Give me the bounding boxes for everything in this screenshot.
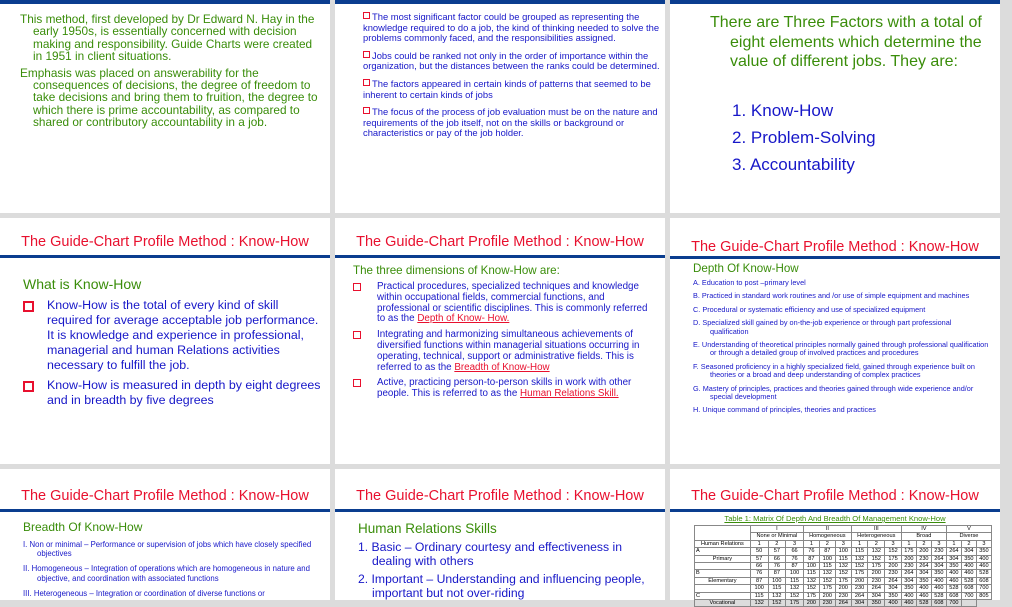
table-row	[695, 563, 992, 570]
square-bullet-icon	[363, 12, 370, 19]
table-cell: 115	[819, 563, 835, 570]
square-bullet-icon	[23, 301, 34, 312]
table-cell: 87	[803, 555, 819, 562]
table-cell: 132	[750, 600, 768, 607]
square-bullet-icon	[353, 379, 361, 387]
table-cell: 700	[961, 592, 976, 599]
title-underline	[335, 255, 665, 258]
slide-7[interactable]	[0, 469, 330, 600]
slide-5-item-breadth	[353, 330, 653, 373]
know-how-matrix-table	[694, 525, 992, 607]
table-cell: 76	[750, 570, 768, 577]
subheader-cell: 3	[786, 540, 804, 547]
table-cell: 700	[946, 600, 961, 607]
subheader-cell: 3	[885, 540, 902, 547]
table-cell: 115	[786, 577, 804, 584]
slide-4-heading: What is Know-How	[23, 276, 142, 292]
factor-problem-solving: 2. Problem-Solving	[732, 128, 876, 147]
slide-4-bullet-2	[23, 378, 323, 408]
table-cell: 76	[768, 563, 786, 570]
table-cell: 460	[946, 577, 961, 584]
table-cell: 400	[976, 555, 991, 562]
table-cell: 132	[819, 570, 835, 577]
slide-6[interactable]	[670, 218, 1000, 464]
slide-8[interactable]	[335, 469, 665, 600]
slide-1-paragraph-1: This method, first developed by Dr Edward N. Hay in the early 1950s, is essentially concerned with decision making and responsibility. Guide Charts were created in 1951 in client situations.	[20, 12, 315, 64]
table-cell: 528	[976, 570, 991, 577]
table-cell: 132	[768, 592, 786, 599]
table-cell	[961, 600, 976, 607]
table-row	[695, 548, 992, 555]
table-cell: 608	[931, 600, 946, 607]
table-caption: Table 1: Matrix Of Depth And Breadth Of Management Know-How	[724, 514, 946, 523]
table-cell: 57	[768, 548, 786, 555]
factor-accountability: 3. Accountability	[732, 155, 855, 174]
slide-title: The Guide-Chart Profile Method : Know-How	[691, 488, 979, 504]
table-cell: 230	[931, 548, 946, 555]
table-cell: 304	[868, 592, 885, 599]
table-cell: 350	[885, 592, 902, 599]
slide-7-heading: Breadth Of Know-How	[23, 520, 143, 534]
table-cell: 700	[976, 585, 991, 592]
slide-top-bar	[670, 0, 1000, 4]
table-cell: 152	[885, 548, 902, 555]
subheader-cell: 2	[961, 540, 976, 547]
subheader-cell: 3	[931, 540, 946, 547]
table-cell: 57	[750, 555, 768, 562]
table-cell: 264	[835, 600, 851, 607]
slide-2-item-4	[363, 107, 661, 139]
table-cell: 400	[916, 585, 931, 592]
slide-title: The Guide-Chart Profile Method : Know-How	[21, 488, 309, 504]
table-cell: 200	[885, 563, 902, 570]
table-cell: 350	[931, 570, 946, 577]
slide-9[interactable]	[670, 469, 1000, 607]
slide-5-item-human-relations	[353, 378, 653, 400]
table-cell: 152	[803, 585, 819, 592]
table-cell: 152	[786, 592, 804, 599]
table-cell: 608	[946, 592, 961, 599]
slide-4[interactable]	[0, 218, 330, 464]
subheader-cell: 1	[750, 540, 768, 547]
table-cell: 100	[835, 548, 851, 555]
subheader-cell: 1	[946, 540, 961, 547]
slide-2-item-2	[363, 51, 661, 72]
table-cell: 200	[851, 577, 868, 584]
table-cell: 115	[803, 570, 819, 577]
table-cell: 132	[851, 555, 868, 562]
table-subheader-row	[695, 540, 992, 547]
table-cell: 460	[961, 570, 976, 577]
table-cell: 264	[885, 577, 902, 584]
table-cell: 50	[750, 548, 768, 555]
table-cell: 175	[868, 563, 885, 570]
table-cell: 100	[803, 563, 819, 570]
table-cell: 230	[851, 585, 868, 592]
title-underline	[0, 509, 330, 512]
row-label: Elementary	[695, 577, 751, 584]
table-cell: 200	[868, 570, 885, 577]
bullet-text: Know-How is measured in depth by eight degrees and in breadth by five degrees	[47, 378, 321, 407]
depth-of-know-how-link[interactable]: Depth of Know- How.	[417, 313, 510, 325]
slide-title: The Guide-Chart Profile Method : Know-How	[356, 234, 644, 250]
table-cell: 400	[931, 577, 946, 584]
table-cell: 200	[901, 555, 916, 562]
header-cell: Diverse	[946, 533, 991, 540]
table-cell: 528	[946, 585, 961, 592]
title-underline	[0, 255, 330, 258]
subheader-cell: 1	[851, 540, 868, 547]
table-cell: 264	[916, 563, 931, 570]
table-cell: 528	[931, 592, 946, 599]
item-text: Integrating and harmonizing simultaneous achievements of diversified functions within managerial situations occurring in operating, technical, support or administrative fields. This is referred to as the	[377, 329, 640, 373]
table-cell: 805	[976, 592, 991, 599]
slide-3[interactable]	[670, 0, 1000, 213]
slide-top-bar	[0, 0, 330, 4]
table-cell: 100	[750, 585, 768, 592]
table-cell: 400	[885, 600, 902, 607]
table-cell: 100	[768, 577, 786, 584]
table-cell: 175	[901, 548, 916, 555]
subheader-cell: 2	[868, 540, 885, 547]
hr-skill-item-2: 2. Important – Understanding and influencing people, important but not over-riding	[358, 572, 645, 600]
table-cell: 264	[931, 555, 946, 562]
subheader-cell: 2	[768, 540, 786, 547]
square-bullet-icon	[23, 381, 34, 392]
hr-skill-item-1: 1. Basic – Ordinary courtesy and effectiveness in dealing with others	[358, 540, 622, 568]
title-underline	[670, 256, 1000, 259]
table-cell: 230	[901, 563, 916, 570]
row-label: Primary	[695, 555, 751, 562]
header-cell: Broad	[901, 533, 946, 540]
header-cell: None or Minimal	[750, 533, 803, 540]
depth-item-f: F. Seasoned proficiency in a highly specialized field, gained through experience built on theories or a broad and deep understanding of complex practices	[693, 361, 975, 380]
table-cell: 100	[786, 570, 804, 577]
row-label	[695, 585, 751, 592]
human-relations-skill-link[interactable]: Human Relations Skill.	[520, 388, 619, 400]
header-cell: III	[851, 526, 901, 533]
table-row	[695, 570, 992, 577]
depth-item-e: E. Understanding of theoretical principles normally gained through professional qualification or through a detailed group of involved practices and procedures	[693, 340, 989, 358]
breadth-of-know-how-link[interactable]: Breadth of Know-How	[454, 361, 550, 373]
bullet-text: Know-How is the total of every kind of skill required for average acceptable job performance. It is knowledge and experience in professional, managerial and human Relations activities necessary to fulfill the job.	[47, 298, 319, 372]
slide-5[interactable]	[335, 218, 665, 464]
square-bullet-icon	[363, 51, 370, 58]
row-label: B	[695, 570, 751, 577]
human-relations-label: Human Relations	[695, 540, 751, 547]
table-cell: 400	[901, 592, 916, 599]
table-cell: 132	[786, 585, 804, 592]
table-row	[695, 592, 992, 599]
item-text: Practical procedures, specialized techniques and knowledge within occupational fields, commercial functions, and professional or scientific disciplines. This is commonly referred to as the	[377, 281, 648, 325]
table-cell: 400	[961, 563, 976, 570]
row-label: C	[695, 592, 751, 599]
table-row	[695, 600, 992, 607]
table-cell: 152	[768, 600, 786, 607]
header-cell: IV	[901, 526, 946, 533]
table-cell: 264	[901, 570, 916, 577]
depth-item-c: C. Procedural or systematic efficiency and use of specialized equipment	[693, 304, 926, 314]
slide-3-intro: There are Three Factors with a total of eight elements which determine the value of different jobs. They are:	[710, 14, 982, 70]
slide-2-item-text: Jobs could be ranked not only in the order of importance within the organization, but the distances between the ranks could be determined.	[363, 49, 660, 72]
table-cell: 608	[961, 585, 976, 592]
table-cell: 152	[868, 555, 885, 562]
breadth-item-1: I. Non or minimal – Performance or supervision of jobs which have closely specified objectives	[23, 540, 312, 559]
header-cell: Heterogeneous	[851, 533, 901, 540]
table-header-row	[695, 526, 992, 533]
row-label: A	[695, 548, 751, 555]
table-cell: 87	[750, 577, 768, 584]
table-cell: 76	[786, 555, 804, 562]
table-cell: 200	[835, 585, 851, 592]
square-bullet-icon	[363, 79, 370, 86]
table-cell: 304	[851, 600, 868, 607]
slide-6-heading: Depth Of Know-How	[693, 262, 799, 275]
header-cell: V	[946, 526, 991, 533]
table-cell: 528	[916, 600, 931, 607]
slide-2-item-text: The factors appeared in certain kinds of patterns that seemed to be inherent to certain kinds of jobs	[363, 77, 651, 100]
table-cell: 100	[819, 555, 835, 562]
title-underline	[670, 509, 1000, 512]
table-row	[695, 555, 992, 562]
depth-item-h: H. Unique command of principles, theories and practices	[693, 405, 876, 415]
depth-item-g: G. Mastery of principles, practices and theories gained through wide experience and/or special development	[693, 383, 974, 402]
header-cell: Homogeneous	[803, 533, 851, 540]
depth-item-a: A. Education to post –primary level	[693, 278, 806, 287]
table-cell: 528	[961, 577, 976, 584]
slide-8-heading: Human Relations Skills	[358, 521, 497, 536]
subheader-cell: 2	[916, 540, 931, 547]
depth-item-b: B. Practiced in standard work routines and /or use of simple equipment and machines	[693, 291, 970, 301]
square-bullet-icon	[353, 283, 361, 291]
square-bullet-icon	[363, 107, 370, 114]
slide-2[interactable]	[335, 0, 665, 213]
table-row	[695, 577, 992, 584]
table-cell: 350	[976, 548, 991, 555]
slide-5-heading: The three dimensions of Know-How are:	[353, 264, 560, 277]
table-cell: 175	[803, 592, 819, 599]
table-cell: 264	[868, 585, 885, 592]
subheader-cell: 3	[976, 540, 991, 547]
square-bullet-icon	[353, 331, 361, 339]
table-cell: 132	[835, 563, 851, 570]
slide-5-item-depth	[353, 282, 653, 325]
table-cell: 115	[851, 548, 868, 555]
table-cell: 350	[961, 555, 976, 562]
breadth-item-2: II. Homogeneous – Integration of operations which are homogeneous in nature and objective, and coordination with associated functions	[23, 564, 310, 583]
table-cell: 304	[901, 577, 916, 584]
slide-title: The Guide-Chart Profile Method : Know-How	[691, 239, 979, 255]
table-cell: 460	[901, 600, 916, 607]
table-cell: 115	[768, 585, 786, 592]
row-label: Vocational	[695, 600, 751, 607]
table-cell: 76	[803, 548, 819, 555]
header-cell: II	[803, 526, 851, 533]
table-cell: 400	[946, 570, 961, 577]
slide-1-paragraph-2: Emphasis was placed on answerability for the consequences of decisions, the degree of freedom to take decisions and bring them to fruition, the degree to which there is prime accountability, as compared to shared or contributory accountability in a job.	[20, 65, 318, 130]
table-cell: 132	[803, 577, 819, 584]
slide-title: The Guide-Chart Profile Method : Know-How	[356, 488, 644, 504]
table-cell: 115	[750, 592, 768, 599]
table-cell: 460	[976, 563, 991, 570]
header-cell	[695, 526, 751, 541]
table-cell: 66	[768, 555, 786, 562]
table-cell: 200	[803, 600, 819, 607]
table-cell: 304	[961, 548, 976, 555]
row-label	[695, 563, 751, 570]
title-underline	[335, 509, 665, 512]
table-cell: 304	[946, 555, 961, 562]
table-cell: 264	[851, 592, 868, 599]
table-cell: 304	[885, 585, 902, 592]
slide-2-item-text: The most significant factor could be grouped as representing the knowledge required to do a job, the kind of thinking needed to solve the problems commonly faced, and the responsibilities assigned.	[363, 11, 660, 44]
breadth-item-3: III. Heterogeneous – Integration or coordination of diverse functions or	[23, 588, 265, 598]
table-cell: 608	[976, 577, 991, 584]
factor-know-how: 1. Know-How	[732, 101, 834, 120]
table-cell: 230	[885, 570, 902, 577]
table-cell: 200	[916, 548, 931, 555]
subheader-cell: 3	[835, 540, 851, 547]
slide-2-item-3	[363, 79, 661, 100]
table-cell: 304	[916, 570, 931, 577]
table-cell: 230	[819, 600, 835, 607]
subheader-cell: 2	[819, 540, 835, 547]
slide-4-bullet-1	[23, 298, 323, 373]
table-cell: 175	[786, 600, 804, 607]
table-cell: 152	[819, 577, 835, 584]
table-cell: 66	[786, 548, 804, 555]
table-row	[695, 585, 992, 592]
table-cell: 460	[916, 592, 931, 599]
table-cell: 350	[868, 600, 885, 607]
table-cell: 230	[916, 555, 931, 562]
slide-2-item-text: The focus of the process of job evaluation must be on the nature and requirements of the job itself, not on the skills or background or characteristics or pay of the job holder.	[363, 106, 658, 139]
table-cell: 132	[868, 548, 885, 555]
subheader-cell: 1	[901, 540, 916, 547]
table-cell: 87	[819, 548, 835, 555]
table-cell: 304	[931, 563, 946, 570]
header-cell: I	[750, 526, 803, 533]
table-cell: 350	[946, 563, 961, 570]
table-cell: 87	[786, 563, 804, 570]
table-cell: 350	[901, 585, 916, 592]
table-cell: 200	[819, 592, 835, 599]
slide-2-item-1	[363, 12, 661, 44]
table-cell: 115	[835, 555, 851, 562]
table-cell: 152	[851, 563, 868, 570]
slide-1[interactable]	[0, 0, 330, 213]
subheader-cell: 1	[803, 540, 819, 547]
table-cell: 175	[851, 570, 868, 577]
table-cell: 175	[819, 585, 835, 592]
table-cell: 152	[835, 570, 851, 577]
table-cell: 175	[835, 577, 851, 584]
table-cell: 350	[916, 577, 931, 584]
table-cell: 460	[931, 585, 946, 592]
table-cell: 230	[868, 577, 885, 584]
slide-title: The Guide-Chart Profile Method : Know-How	[21, 234, 309, 250]
table-cell: 230	[835, 592, 851, 599]
table-cell: 175	[885, 555, 902, 562]
depth-item-d: D. Specialized skill gained by on-the-job experience or through part professional qualification	[693, 318, 952, 336]
slide-top-bar	[335, 0, 665, 4]
table-cell: 264	[946, 548, 961, 555]
table-cell: 66	[750, 563, 768, 570]
table-cell: 87	[768, 570, 786, 577]
item-text: Active, practicing person-to-person skills in work with other people. This is referred to as the	[377, 377, 632, 400]
